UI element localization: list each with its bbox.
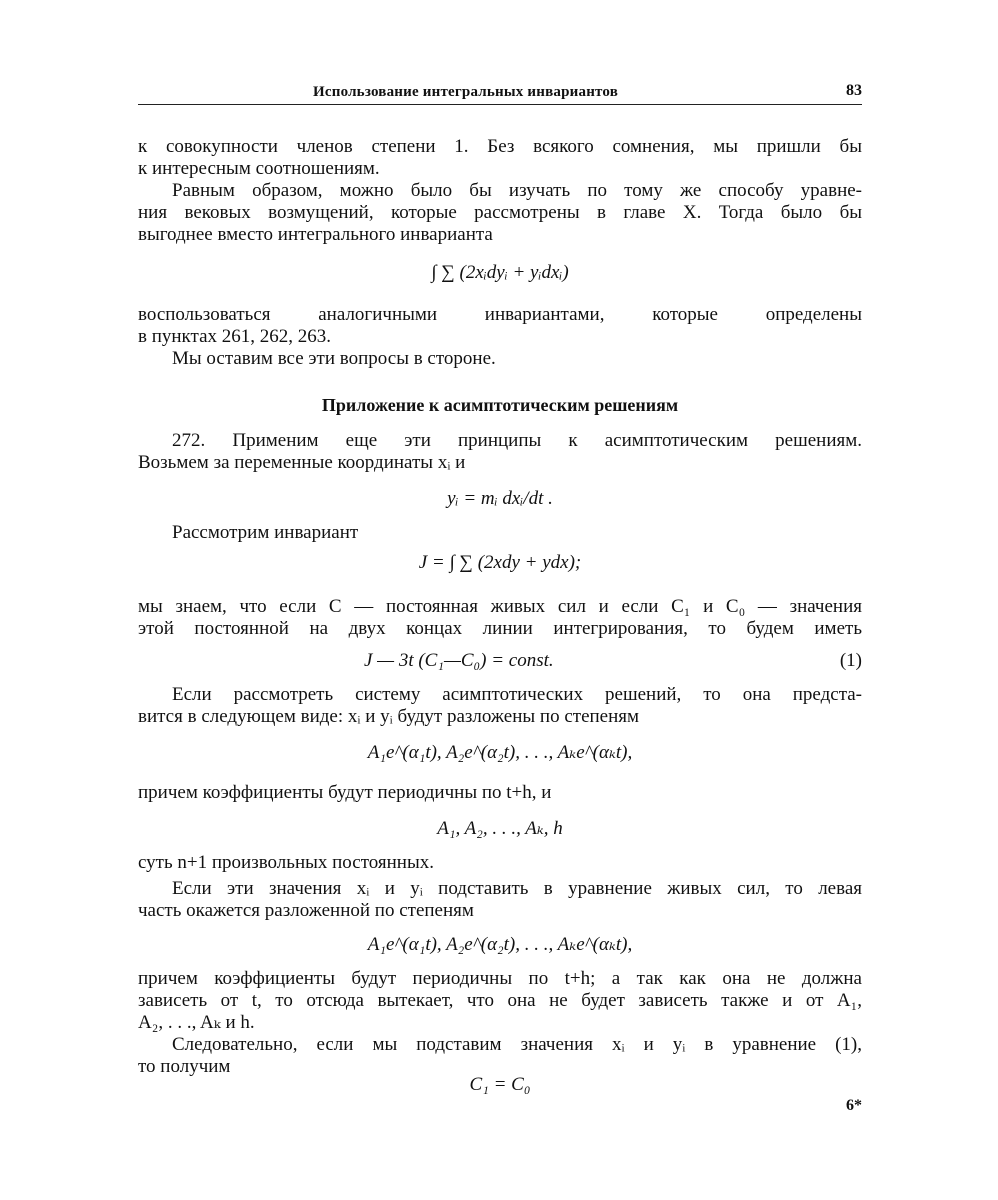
paragraph-2-line-1: Равным образом, можно было бы изучать по тому же способу уравне- xyxy=(172,180,862,201)
paragraph-6: Рассмотрим инвариант xyxy=(172,522,359,543)
equation-1-expression: J — 3t (C₁—C₀) = const. xyxy=(364,650,554,671)
paragraph-13-line-1: Следовательно, если мы подставим значения xᵢ и yᵢ в уравнение (1), xyxy=(172,1034,862,1055)
section-heading: Приложение к асимптотическим решениям xyxy=(321,395,679,415)
running-header xyxy=(138,78,862,105)
paragraph-10: суть n+1 произвольных постоянных. xyxy=(138,852,434,873)
paragraph-9: причем коэффициенты будут периодичны по t+h, и xyxy=(138,782,552,803)
paragraph-8-line-1: Если рассмотреть систему асимптотических решений, то она предста- xyxy=(172,684,862,705)
equation-1-number: (1) xyxy=(839,650,862,671)
formula-momentum: yᵢ = mᵢ dxᵢ/dt . xyxy=(447,488,553,509)
paragraph-7-line-1: мы знаем, что если C — постоянная живых сил и если C₁ и C₀ — значения xyxy=(138,596,862,617)
paragraph-7-line-2: этой постоянной на двух концах линии интегрирования, то будем иметь xyxy=(138,618,862,639)
paragraph-4: Мы оставим все эти вопросы в стороне. xyxy=(172,348,496,369)
paragraph-13-line-2: то получим xyxy=(138,1056,231,1077)
formula-exponentials-1: A₁e^(α₁t), A₂e^(α₂t), . . ., Aₖe^(αₖt), xyxy=(367,742,633,763)
paragraph-12-line-2: зависеть от t, то отсюда вытекает, что она не будет зависеть также и от A₁, xyxy=(138,990,862,1011)
formula-exponentials-2: A₁e^(α₁t), A₂e^(α₂t), . . ., Aₖe^(αₖt), xyxy=(367,934,633,955)
paragraph-11-line-1: Если эти значения xᵢ и yᵢ подставить в уравнение живых сил, то левая xyxy=(172,878,862,899)
paragraph-12-line-3: A₂, . . ., Aₖ и h. xyxy=(138,1012,255,1033)
formula-result: C₁ = C₀ xyxy=(469,1074,531,1095)
paragraph-11-line-2: часть окажется разложенной по степеням xyxy=(138,900,474,921)
page-number: 83 xyxy=(846,82,862,99)
paragraph-3-line-1: воспользоваться аналогичными инвариантами, которые определены xyxy=(138,304,862,325)
formula-constants: A₁, A₂, . . ., Aₖ, h xyxy=(437,818,563,839)
formula-invariant-j: J = ∫ ∑ (2xdy + ydx); xyxy=(418,552,582,573)
paragraph-2-line-2: ния вековых возмущений, которые рассмотрены в главе X. Тогда было бы xyxy=(138,202,862,223)
paragraph-8-line-2: вится в следующем виде: xᵢ и yᵢ будут разложены по степеням xyxy=(138,706,640,727)
paragraph-3-line-2: в пунктах 261, 262, 263. xyxy=(138,326,332,347)
running-title: Использование интегральных инвариантов xyxy=(313,84,619,100)
paragraph-2-line-3: выгоднее вместо интегрального инварианта xyxy=(138,224,493,245)
paragraph-12-line-1: причем коэффициенты будут периодичны по t+h; а так как она не должна xyxy=(138,968,862,989)
signature-mark: 6* xyxy=(846,1097,862,1114)
formula-integral-invariant: ∫ ∑ (2xᵢdyᵢ + yᵢdxᵢ) xyxy=(431,262,569,283)
paragraph-1-line-1: к совокупности членов степени 1. Без всякого сомнения, мы пришли бы xyxy=(138,136,862,157)
paragraph-5-line-1: 272. Применим еще эти принципы к асимптотическим решениям. xyxy=(172,430,862,451)
paragraph-1-line-2: к интересным соотношениям. xyxy=(138,158,380,179)
paragraph-5-line-2: Возьмем за переменные координаты xᵢ и xyxy=(138,452,466,473)
